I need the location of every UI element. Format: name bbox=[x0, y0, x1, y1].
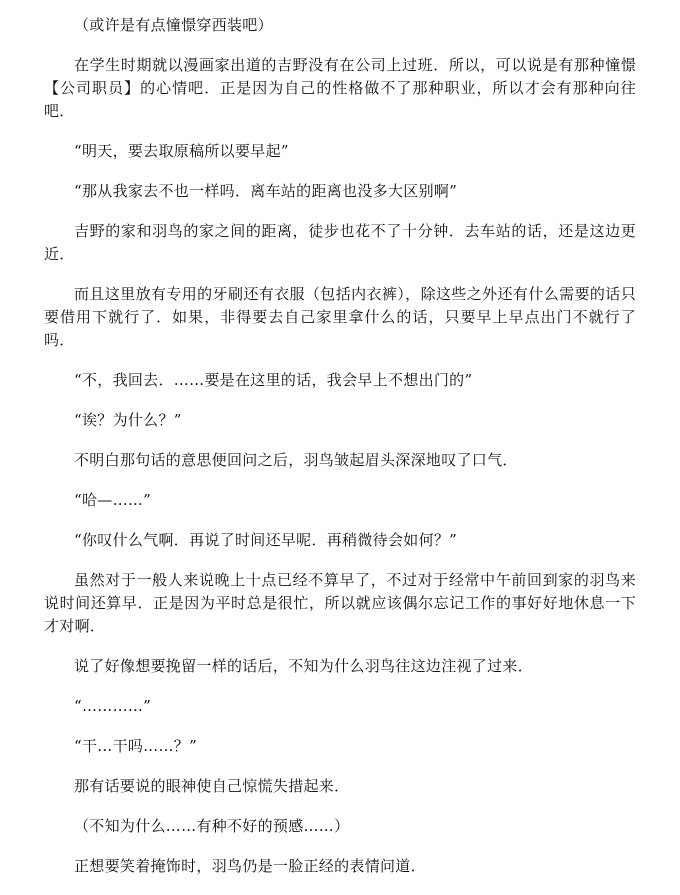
paragraph-18: 正想要笑着掩饰时，羽鸟仍是一脸正经的表情问道． bbox=[74, 857, 426, 875]
paragraph-9: 不明白那句话的意思便回问之后，羽鸟皱起眉头深深地叹了口气． bbox=[74, 451, 518, 469]
paragraph-17: （不知为什么……有种不好的预感……） bbox=[74, 817, 350, 835]
paragraph-10: “哈—……” bbox=[74, 491, 152, 509]
paragraph-2: 在学生时期就以漫画家出道的吉野没有在公司上过班．所以，可以说是有那种憧憬【公司职员】的心情吧．正是因为自己的性格做不了那种职业，所以才会有那种向往吧． bbox=[44, 56, 636, 120]
paragraph-6: 而且这里放有专用的牙刷还有衣服（包括内衣裤），除这些之外还有什么需要的话只要借用下就行了．如果，非得要去自己家里拿什么的话，只要早上早点出门不就行了吗． bbox=[44, 285, 636, 349]
document-page bbox=[44, 14, 636, 895]
paragraph-1: （或许是有点憧憬穿西装吧） bbox=[74, 16, 273, 34]
paragraph-7: “不，我回去．……要是在这里的话，我会早上不想出门的” bbox=[74, 371, 473, 389]
paragraph-8: “诶？为什么？” bbox=[74, 411, 182, 429]
paragraph-11: “你叹什么气啊．再说了时间还早呢．再稍微待会如何？” bbox=[74, 531, 458, 549]
paragraph-13: 说了好像想要挽留一样的话后，不知为什么羽鸟往这边注视了过来． bbox=[74, 657, 534, 675]
paragraph-12: 虽然对于一般人来说晚上十点已经不算早了，不过对于经常中午前回到家的羽鸟来说时间还算早．正是因为平时总是很忙，所以就应该偶尔忘记工作的事好好地休息一下才对啊． bbox=[44, 571, 636, 635]
paragraph-16: 那有话要说的眼神使自己惊慌失措起来． bbox=[74, 777, 350, 795]
paragraph-4: “那从我家去不也一样吗．离车站的距离也没多大区别啊” bbox=[74, 182, 458, 200]
paragraph-5: 吉野的家和羽鸟的家之间的距离，徒步也花不了十分钟．去车站的话，还是这边更近． bbox=[44, 222, 636, 263]
paragraph-3: “明天，要去取原稿所以要早起” bbox=[74, 142, 289, 160]
paragraph-14: “…………” bbox=[74, 697, 152, 715]
paragraph-15: “干…干吗……？” bbox=[74, 737, 198, 755]
